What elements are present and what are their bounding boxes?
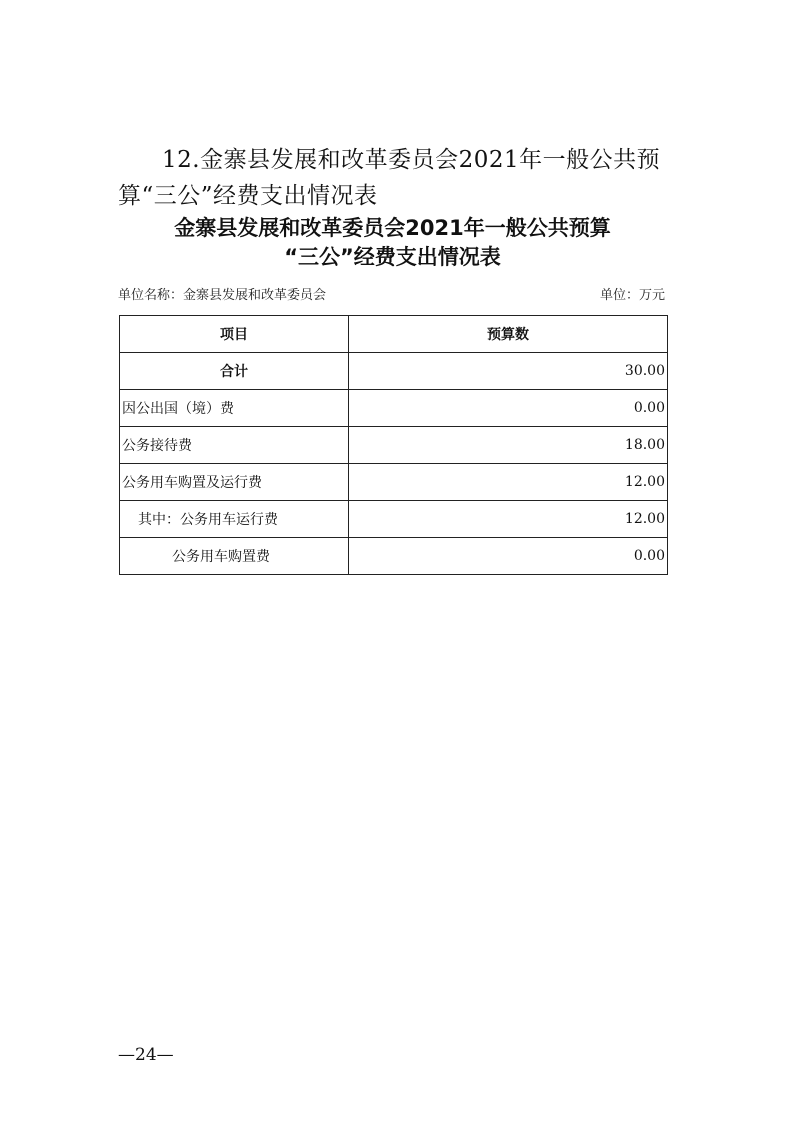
row-label: 因公出国（境）费 [120, 390, 349, 427]
table-title-line-1: 金寨县发展和改革委员会2021年一般公共预算 [174, 216, 611, 240]
row-label: 合计 [120, 353, 349, 390]
table-title [118, 214, 667, 272]
row-value: 12.00 [349, 464, 668, 501]
row-label: 公务用车购置及运行费 [120, 464, 349, 501]
table-meta-row [118, 288, 667, 304]
table-header-row [120, 316, 668, 353]
org-name-label: 单位名称：金寨县发展和改革委员会 [118, 288, 327, 303]
row-label: 其中：公务用车运行费 [120, 501, 349, 538]
table-row [120, 427, 668, 464]
table-row [120, 538, 668, 575]
row-label: 公务用车购置费 [120, 538, 349, 575]
row-value: 0.00 [349, 390, 668, 427]
page-number: —24— [118, 1045, 174, 1065]
unit-label: 单位：万元 [599, 288, 665, 303]
row-label: 公务接待费 [120, 427, 349, 464]
table-row-total [120, 353, 668, 390]
table-row [120, 501, 668, 538]
table-row [120, 390, 668, 427]
row-value: 0.00 [349, 538, 668, 575]
budget-table [119, 315, 668, 575]
row-value: 30.00 [349, 353, 668, 390]
table-row [120, 464, 668, 501]
section-heading: 12.金寨县发展和改革委员会2021年一般公共预算“三公”经费支出情况表 [118, 147, 661, 209]
column-header-budget: 预算数 [349, 316, 668, 353]
column-header-item: 项目 [120, 316, 349, 353]
row-value: 12.00 [349, 501, 668, 538]
row-value: 18.00 [349, 427, 668, 464]
table-title-line-2: “三公”经费支出情况表 [284, 245, 501, 269]
